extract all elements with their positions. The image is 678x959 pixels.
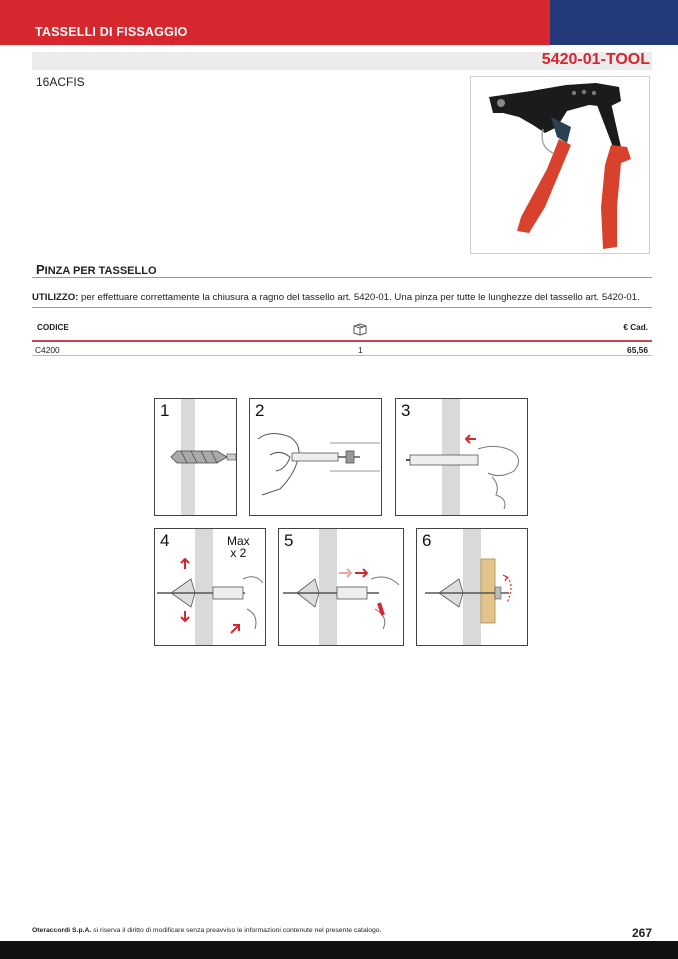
- step-number: 6: [422, 531, 432, 550]
- repeat-note-max: Max: [227, 534, 250, 548]
- step-panel-4: [154, 528, 266, 646]
- product-name: [36, 262, 157, 277]
- footer-company: Oteraccordi S.p.A.: [32, 927, 92, 934]
- divider: [32, 307, 652, 308]
- step-number: 5: [284, 531, 294, 550]
- product-name-initial: P: [36, 262, 45, 277]
- step-number: 1: [160, 401, 170, 420]
- product-photo: [470, 76, 650, 254]
- usage-text: [32, 292, 652, 303]
- step-number: 2: [255, 401, 265, 420]
- footer-bar: [0, 941, 678, 959]
- product-sku: 16ACFIS: [36, 75, 85, 89]
- header-accent: [550, 0, 678, 45]
- repeat-note-count: x 2: [230, 546, 247, 560]
- footer-disclaimer-text: si riserva il diritto di modificare senza preavviso le informazioni contenute nel presente catalogo.: [91, 927, 382, 934]
- table-row-rule: [32, 355, 652, 356]
- row-price: 65,56: [627, 345, 648, 355]
- column-header-price: € Cad.: [623, 323, 648, 332]
- step-number: 4: [160, 531, 170, 550]
- instruction-diagram: [154, 398, 530, 646]
- step-panel-3: [395, 398, 528, 516]
- section-title: TASSELLI DI FISSAGGIO: [35, 25, 188, 39]
- row-pack: 1: [358, 345, 363, 355]
- step-number: 3: [401, 401, 411, 420]
- footer-disclaimer: [32, 927, 381, 934]
- table-header-rule: [32, 340, 652, 342]
- step-panel-6: [416, 528, 528, 646]
- step-panel-2: [249, 398, 382, 516]
- divider: [32, 277, 652, 278]
- page-number: 267: [631, 926, 652, 940]
- box-icon: [352, 322, 368, 338]
- product-name-rest: INZA PER TASSELLO: [44, 265, 157, 277]
- usage-description: per effettuare correttamente la chiusura a ragno del tassello art. 5420-01. Una pinza per tutte le lunghezze del tassello art. 5420-01.: [78, 292, 640, 303]
- product-code: 5420-01-TOOL: [541, 51, 650, 68]
- row-code: C4200: [35, 345, 60, 355]
- usage-label: UTILIZZO:: [32, 292, 79, 303]
- step-panel-1: [154, 398, 237, 516]
- repeat-note: [227, 535, 250, 559]
- column-header-code: CODICE: [37, 323, 69, 332]
- step-panel-5: [278, 528, 404, 646]
